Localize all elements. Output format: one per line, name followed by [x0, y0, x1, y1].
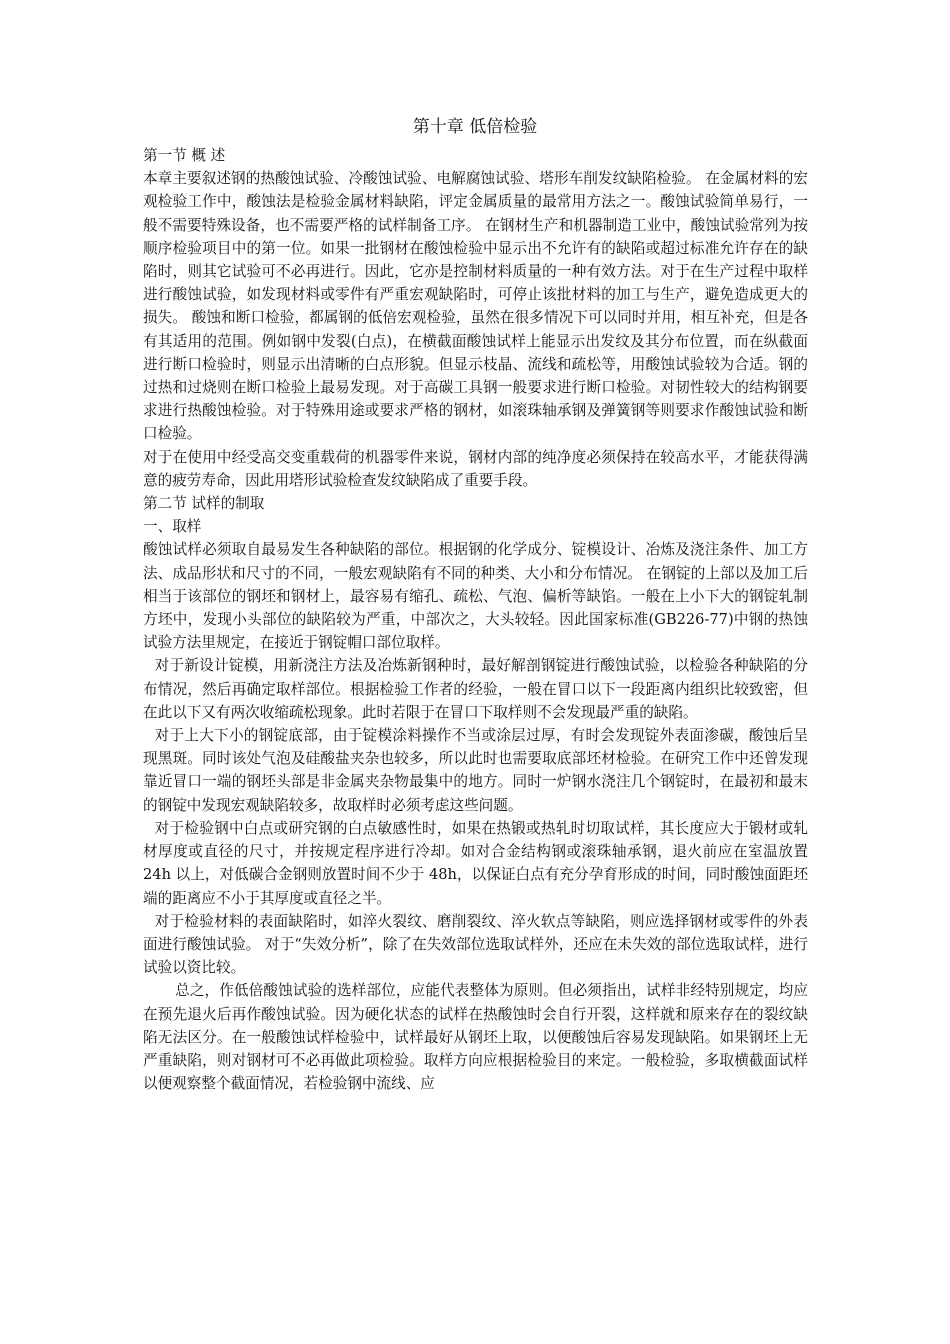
- paragraph: 对于上大下小的钢锭底部，由于锭模涂料操作不当或涂层过厚，有时会发现锭外表面渗碳，酸蚀后呈现黑斑。同时该处气泡及硅酸盐夹杂也较多，所以此时也需要取底部坯材检验。在研究工作中还曾发现靠近冒口一端的钢坯头部是非金属夹杂物最集中的地方。同时一炉钢水浇注几个钢锭时，在最初和最末的钢锭中发现宏观缺陷较多，故取样时必须考虑这些问题。: [143, 727, 808, 814]
- section-heading-overview: 第一节 概 述: [143, 147, 226, 164]
- subsection-heading-sampling: 一、取样: [143, 518, 202, 536]
- paragraph: 对于在使用中经受高交变重载荷的机器零件来说，钢材内部的纯净度必须保持在较高水平，才能获得满意的疲劳寿命，因此用塔形试验检查发纹缺陷成了重要手段。: [143, 448, 808, 489]
- paragraph: 对于检验钢中白点或研究钢的白点敏感性时，如果在热锻或热轧时切取试样，其长度应大于锻材或轧材厚度或直径的尺寸，并按规定程序进行冷却。如对合金结构钢或滚珠轴承钢，退火前应在室温放置 24h 以上，对低碳合金钢则放置时间不少于 48h，以保证白点有充分孕育形成的时间，同时酸蚀面距坯端的距离应不小于其厚度或直径之半。: [143, 819, 808, 907]
- paragraph: 对于新设计锭模，用新浇注方法及冶炼新钢种时，最好解剖钢锭进行酸蚀试验，以检验各种缺陷的分布情况，然后再确定取样部位。根据检验工作者的经验，一般在冒口以下一段距离内组织比较致密，但在此以下又有两次收缩疏松现象。此时若限于在冒口下取样则不会发现最严重的缺陷。: [143, 657, 808, 721]
- paragraph: 对于检验材料的表面缺陷时，如淬火裂纹、磨削裂纹、淬火软点等缺陷，则应选择钢材或零件的外表面进行酸蚀试验。 对于“失效分析”，除了在失效部位选取试样外，还应在未失效的部位选取试样，进行试验以资比较。: [143, 912, 808, 977]
- document-body: [143, 144, 808, 1095]
- paragraph: 酸蚀试样必须取自最易发生各种缺陷的部位。根据钢的化学成分、锭模设计、冶炼及浇注条件、加工方法、成品形状和尺寸的不同，一般宏观缺陷有不同的种类、大小和分布情况。 在钢锭的上部以及加工后相当于该部位的钢坯和钢材上，最容易有缩孔、疏松、气泡、偏析等缺馅。一般在上小下大的钢锭轧制方坯中，发现小头部位的缺陷较为严重，中部次之，大头较轻。因此国家标准(GB226-77)中钢的热蚀试验方法里规定，在接近于钢锭帽口部位取样。: [143, 541, 808, 652]
- section-heading-sampling: 第二节 试样的制取: [143, 495, 265, 513]
- chapter-title: 第十章 低倍检验: [412, 117, 538, 137]
- paragraph: 本章主要叙述钢的热酸蚀试验、冷酸蚀试验、电解腐蚀试验、塔形车削发纹缺陷检验。 在金属材料的宏观检验工作中，酸蚀法是检验金属材料缺陷，评定金属质量的最常用方法之一。酸蚀试验简单易行，一般不需要特殊设备，也不需要严格的试样制备工序。 在钢材生产和机器制造工业中，酸蚀试验常列为按顺序检验项目中的第一位。如果一批钢材在酸蚀检验中显示出不允许有的缺陷或超过标准允许存在的缺陷时，则其它试验可不必再进行。因此，它亦是控制材料质量的一种有效方法。对于在生产过程中取样进行酸蚀试验，如发现材料或零件有严重宏观缺陷时，可停止该批材料的加工与生产，避免造成更大的损失。 酸蚀和断口检验，都属钢的低倍宏观检验，虽然在很多情况下可以同时并用，相互补充，但是各有其适用的范围。例如钢中发裂(白点)，在横截面酸蚀试样上能显示出发纹及其分布位置，而在纵截面进行断口检验时，则显示出清晰的白点形貌。但显示枝晶、流线和疏松等，用酸蚀试验较为合适。钢的过热和过烧则在断口检验上最易发现。对于高碳工具钢一般要求进行断口检验。对韧性较大的结构钢要求进行热酸蚀检验。对于特殊用途或要求严格的钢材，如滚珠轴承钢及弹簧钢等则要求作酸蚀试验和断口检验。: [143, 170, 808, 443]
- paragraph: 总之，作低倍酸蚀试验的选样部位，应能代表整体为原则。但必须指出，试样非经特别规定，均应在预先退火后再作酸蚀试验。因为硬化状态的试样在热酸蚀时会自行开裂，这样就和原来存在的裂纹缺陷无法区分。在一般酸蚀试样检验中，试样最好从钢坯上取，以便酸蚀后容易发现缺陷。如果钢坯上无严重缺陷，则对钢材可不必再做此项检验。取样方向应根据检验目的来定。一般检验，多取横截面试样以便观察整个截面情况，若检验钢中流线、应: [143, 982, 808, 1093]
